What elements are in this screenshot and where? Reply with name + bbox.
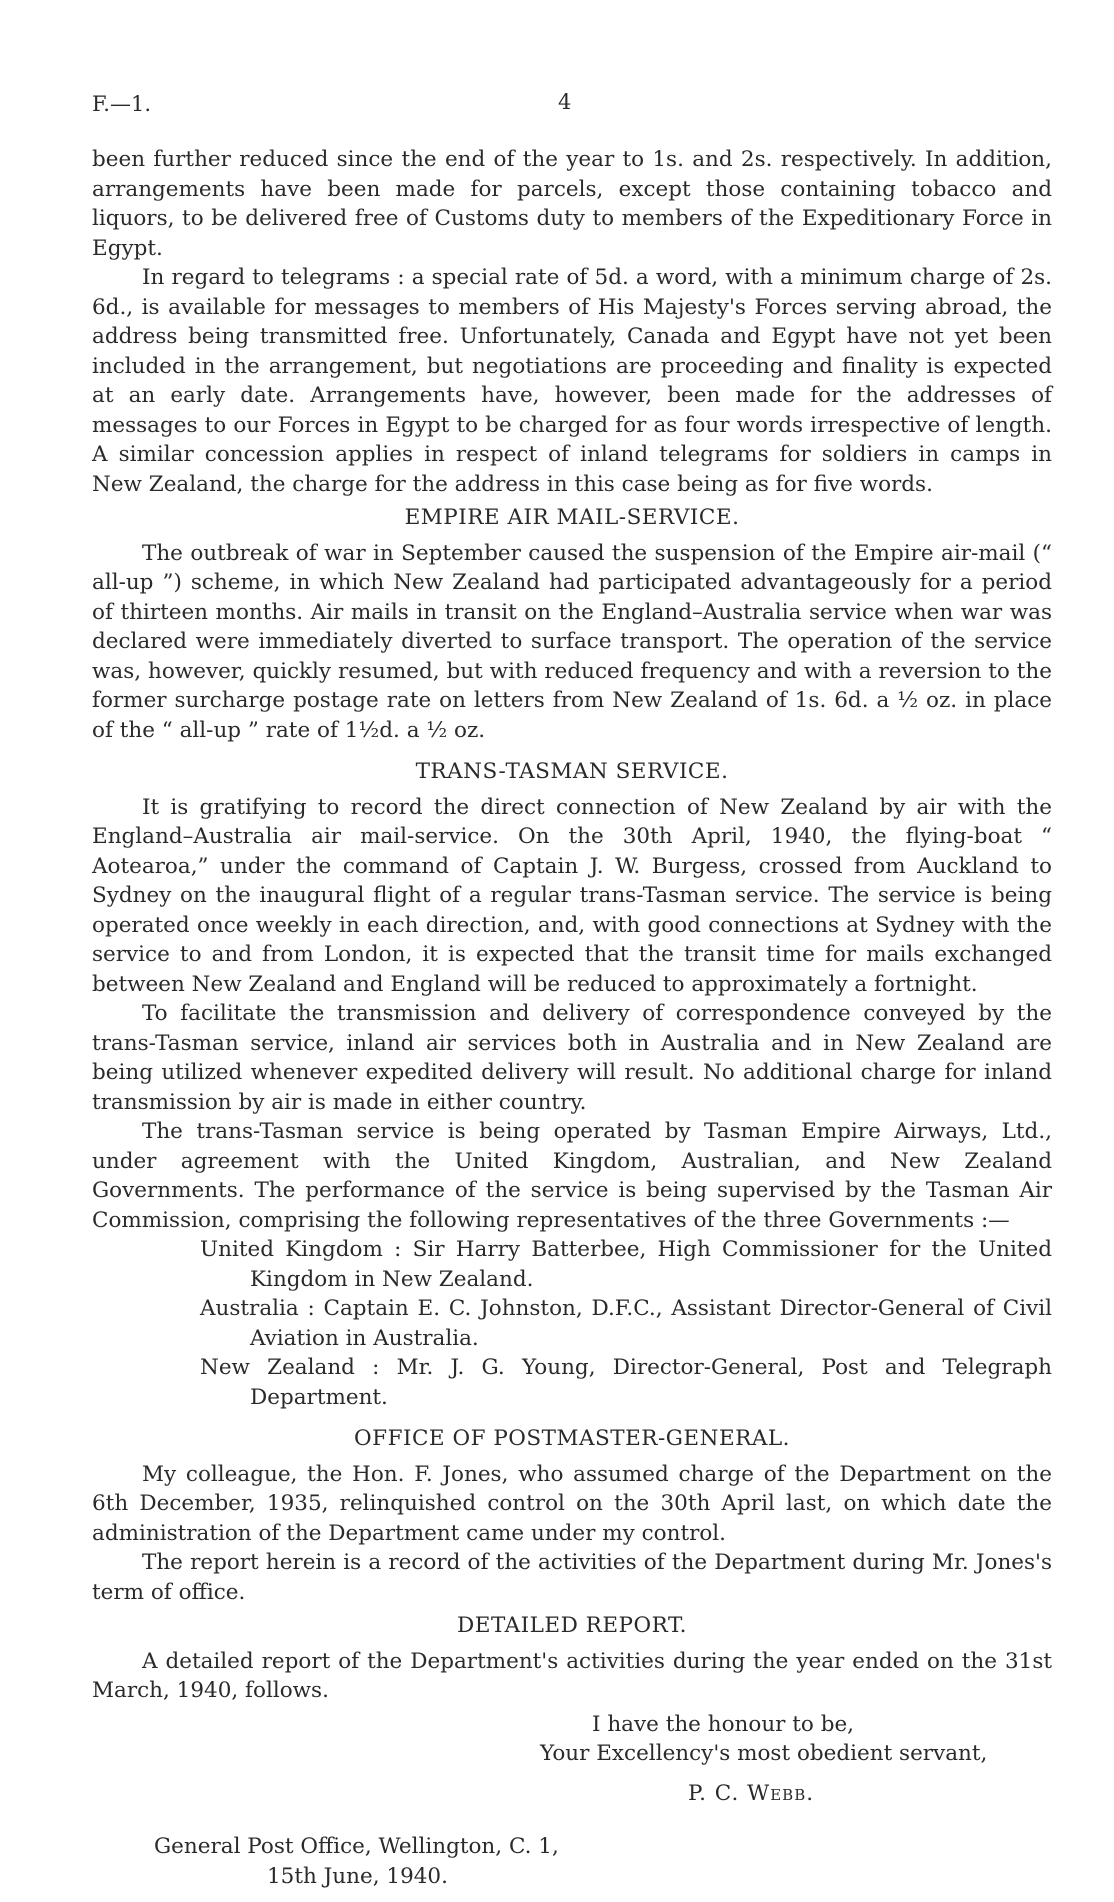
representative-new-zealand: New Zealand : Mr. J. G. Young, Director-General, Post and Telegraph Department. bbox=[200, 1355, 1052, 1410]
heading-office-postmaster-general: OFFICE OF POSTMASTER-GENERAL. bbox=[354, 1426, 790, 1451]
heading-trans-tasman: TRANS-TASMAN SERVICE. bbox=[415, 759, 729, 784]
closing-honour: I have the honour to be, bbox=[592, 1711, 855, 1737]
document-reference: F.—1. bbox=[92, 92, 152, 116]
paragraph-report-record: The report herein is a record of the activities of the Department during Mr. Jones's term of office. bbox=[92, 1550, 1052, 1605]
representative-australia: Australia : Captain E. C. Johnston, D.F.C., Assistant Director-General of Civil Aviation in Australia. bbox=[200, 1296, 1052, 1351]
paragraph-tasman-airways: The trans-Tasman service is being operated by Tasman Empire Airways, Ltd., under agreement with the United Kingdom, Australian, and New Zealand Governments. The performance of the service is being supervised by the Tasman Air Commission, comprising the following representatives of the three Governments :— bbox=[92, 1119, 1052, 1233]
place-line: General Post Office, Wellington, C. 1, bbox=[154, 1834, 559, 1859]
representative-united-kingdom: United Kingdom : Sir Harry Batterbee, High Commissioner for the United Kingdom in New Zealand. bbox=[200, 1237, 1052, 1292]
paragraph-parcels: been further reduced since the end of the year to 1s. and 2s. respectively. In addition, arrangements have been made for parcels, except those containing tobacco and liquors, to be delivered free of Customs duty to members of the Expeditionary Force in Egypt. bbox=[92, 147, 1052, 261]
paragraph-colleague: My colleague, the Hon. F. Jones, who assumed charge of the Department on the 6th December, 1935, relinquished control on the 30th April last, on which date the administration of the Department came under my control. bbox=[92, 1461, 1052, 1546]
heading-detailed-report: DETAILED REPORT. bbox=[457, 1613, 687, 1638]
paragraph-detailed-report: A detailed report of the Department's activities during the year ended on the 31st March, 1940, follows. bbox=[92, 1648, 1052, 1703]
page-header bbox=[92, 92, 1052, 122]
heading-empire-air-mail: EMPIRE AIR MAIL-SERVICE. bbox=[404, 505, 740, 530]
signature: P. C. Webb. bbox=[688, 1780, 815, 1806]
page-number: 4 bbox=[558, 90, 572, 114]
paragraph-trans-tasman-connection: It is gratifying to record the direct connection of New Zealand by air with the England–Australia air mail-service. On the 30th April, 1940, the flying-boat “ Aotearoa,” under the command of Captain J. W. Burgess, crossed from Auckland to Sydney on the inaugural flight of a regular trans-Tasman service. The service is being operated once weekly in each direction, and, with good connections at Sydney with the service to and from London, it is expected that the transit time for mails exchanged between New Zealand and England will be reduced to approximately a fortnight. bbox=[92, 794, 1052, 997]
closing-servant: Your Excellency's most obedient servant, bbox=[540, 1741, 988, 1766]
paragraph-air-mail: The outbreak of war in September caused the suspension of the Empire air-mail (“ all-up ”) scheme, in which New Zealand had participated advantageously for a period of thirteen months. Air mails in transit on the England–Australia service when war was declared were immediately diverted to surface transport. The operation of the service was, however, quickly resumed, but with reduced frequency and with a reversion to the former surcharge postage rate on letters from New Zealand of 1s. 6d. a ½ oz. in place of the “ all-up ” rate of 1½d. a ½ oz. bbox=[92, 540, 1052, 743]
paragraph-inland-air-services: To facilitate the transmission and delivery of correspondence conveyed by the trans-Tasman service, inland air services both in Australia and in New Zealand are being utilized whenever expedited delivery will result. No additional charge for inland transmission by air is made in either country. bbox=[92, 1001, 1052, 1115]
document-body bbox=[92, 145, 1052, 1891]
closing-block bbox=[92, 1710, 1052, 1892]
paragraph-telegrams: In regard to telegrams : a special rate of 5d. a word, with a minimum charge of 2s. 6d., is available for messages to members of His Majesty's Forces serving abroad, the address being transmitted free. Unfortunately, Canada and Egypt have not yet been included in the arrangement, but negotiations are proceeding and finality is expected at an early date. Arrangements have, however, been made for the addresses of messages to our Forces in Egypt to be charged for as four words irrespective of length. A similar concession applies in respect of inland telegrams for soldiers in camps in New Zealand, the charge for the address in this case being as for five words. bbox=[92, 265, 1052, 497]
date-line: 15th June, 1940. bbox=[267, 1863, 448, 1889]
